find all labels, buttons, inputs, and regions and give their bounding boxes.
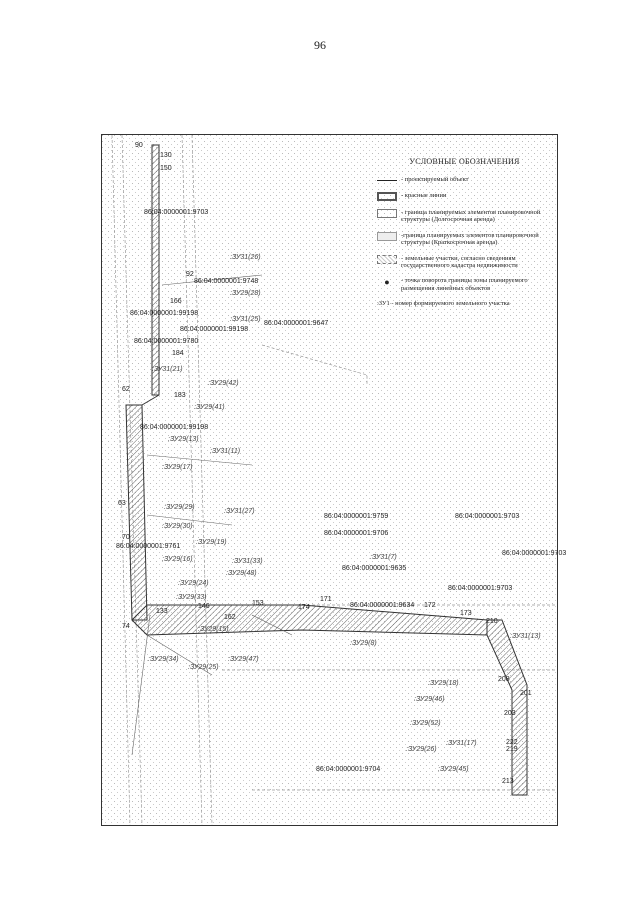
zone-label: :ЗУ29(41) xyxy=(194,404,225,411)
point-number: 74 xyxy=(122,623,130,630)
map-frame xyxy=(101,134,567,826)
point-number: 62 xyxy=(122,386,130,393)
legend-item-project-object xyxy=(377,176,552,183)
legend-item-label: - земельные участки, согласно сведениям государственного кадастра недвижимости xyxy=(401,254,518,269)
long-term-boundary-symbol-icon xyxy=(377,209,397,218)
zone-label: :ЗУ29(34) xyxy=(148,656,179,663)
zone-label: :ЗУ31(33) xyxy=(232,558,263,565)
zone-label: :ЗУ29(18) xyxy=(428,680,459,687)
legend-item-short-term xyxy=(377,232,552,247)
cadastral-label: 86:04:0000001:9748 xyxy=(194,278,259,285)
point-number: 90 xyxy=(135,142,143,149)
legend-item-label: :ЗУ1 - номер формируемого земельного участка xyxy=(377,300,510,308)
zone-label: :ЗУ29(25) xyxy=(188,664,219,671)
legend-item-label: - красные линии xyxy=(401,191,447,199)
point-number: 171 xyxy=(320,596,332,603)
cadastral-label: 86:04:0000001:9759 xyxy=(324,513,389,520)
line-symbol-icon xyxy=(377,180,397,181)
point-number: 63 xyxy=(118,500,126,507)
point-number: 184 xyxy=(172,350,184,357)
zone-label: :ЗУ29(16) xyxy=(162,556,193,563)
point-number: 203 xyxy=(504,710,516,717)
legend-item-parcels xyxy=(377,255,552,270)
zone-label: :ЗУ31(27) xyxy=(224,508,255,515)
point-number: 92 xyxy=(186,271,194,278)
zone-label: :ЗУ29(42) xyxy=(208,380,239,387)
point-marker-icon: ● xyxy=(384,277,390,288)
point-number: 201 xyxy=(520,690,532,697)
point-number: 210 xyxy=(486,618,498,625)
cadastral-label: 86:04:0000001:99198 xyxy=(180,326,249,333)
zone-label: :ЗУ31(26) xyxy=(230,254,261,261)
cadastral-label: 86:04:0000001:9706 xyxy=(324,530,389,537)
zone-label: :ЗУ29(52) xyxy=(410,720,441,727)
point-number: 208 xyxy=(498,676,510,683)
zone-label: :ЗУ31(11) xyxy=(210,448,241,455)
point-number: 219 xyxy=(506,746,518,753)
point-number: 153 xyxy=(252,600,264,607)
cadastral-label: 86:04:0000001:9634 xyxy=(350,602,415,609)
legend-item-label: - проектируемый объект xyxy=(401,176,469,184)
legend-item-turning-point xyxy=(377,277,552,292)
cadastral-label: 86:04:0000001:9704 xyxy=(316,766,381,773)
point-number: 174 xyxy=(298,604,310,611)
zone-label: :ЗУ29(47) xyxy=(228,656,259,663)
cadastral-label: 86:04:0000001:9703 xyxy=(448,585,513,592)
legend-item-label: -граница планируемых элементов планировочной структуры (Краткосрочная аренда) xyxy=(401,231,539,247)
cadastral-label: 86:04:0000001:9647 xyxy=(264,320,329,327)
point-number: 183 xyxy=(174,392,186,399)
zone-label: :ЗУ29(45) xyxy=(438,766,469,773)
cadastral-label: 86:04:0000001:9780 xyxy=(134,338,199,345)
cadastral-label: 86:04:0000001:99198 xyxy=(130,310,199,317)
zone-label: :ЗУ29(33) xyxy=(176,594,207,601)
point-number: 146 xyxy=(198,603,210,610)
zone-label: :ЗУ31(25) xyxy=(230,316,261,323)
legend-item-plot-number xyxy=(377,300,552,307)
legend-item-red-lines xyxy=(377,192,552,201)
zone-label: :ЗУ29(48) xyxy=(226,570,257,577)
zone-label: :ЗУ29(19) xyxy=(196,539,227,546)
short-term-boundary-symbol-icon xyxy=(377,232,397,241)
zone-label: :ЗУ29(28) xyxy=(230,290,261,297)
point-number: 166 xyxy=(170,298,182,305)
zone-label: :ЗУ29(30) xyxy=(162,523,193,530)
point-number: 150 xyxy=(160,165,172,172)
point-number: 173 xyxy=(460,610,472,617)
zone-label: :ЗУ29(8) xyxy=(350,640,377,647)
cadastral-label: 86:04:0000001:9761 xyxy=(116,543,181,550)
zone-label: :ЗУ29(26) xyxy=(406,746,437,753)
point-number: 213 xyxy=(502,778,514,785)
cadastral-label: 86:04:0000001:9703 xyxy=(455,513,520,520)
zone-label: :ЗУ31(13) xyxy=(510,633,541,640)
red-line-symbol-icon xyxy=(377,192,397,201)
point-number: 133 xyxy=(156,608,168,615)
point-number: 130 xyxy=(160,152,172,159)
legend-title: УСЛОВНЫЕ ОБОЗНАЧЕНИЯ xyxy=(409,157,520,166)
legend xyxy=(377,157,552,316)
point-number: 222 xyxy=(506,739,518,746)
zone-label: :ЗУ31(21) xyxy=(152,366,183,373)
cadastral-label: 86:04:0000001:9635 xyxy=(342,565,407,572)
parcel-symbol-icon xyxy=(377,255,397,264)
zone-label: :ЗУ29(46) xyxy=(414,696,445,703)
legend-item-label: - граница планируемых элементов планировочной структуры (Долгосрочная аренда) xyxy=(401,208,541,224)
page-number: 96 xyxy=(314,38,326,52)
point-number: 172 xyxy=(424,602,436,609)
legend-item-long-term xyxy=(377,209,552,224)
cadastral-label: 86:04:0000001:9703 xyxy=(502,550,567,557)
zone-label: :ЗУ29(17) xyxy=(162,464,193,471)
cadastral-label: 86:04:0000001:9703 xyxy=(144,209,209,216)
point-number: 162 xyxy=(224,614,236,621)
legend-item-label: - точка поворота границы зоны планируемого размещения линейных объектов xyxy=(401,277,528,292)
zone-label: :ЗУ31(17) xyxy=(446,740,477,747)
zone-label: :ЗУ29(15) xyxy=(198,626,229,633)
zone-label: :ЗУ29(24) xyxy=(178,580,209,587)
cadastral-label: 86:04:0000001:99198 xyxy=(140,424,209,431)
corridor-north xyxy=(152,145,159,395)
point-number: 70 xyxy=(122,534,130,541)
zone-label: :ЗУ29(13) xyxy=(168,436,199,443)
zone-label: :ЗУ29(29) xyxy=(164,504,195,511)
zone-label: :ЗУ31(7) xyxy=(370,554,397,561)
